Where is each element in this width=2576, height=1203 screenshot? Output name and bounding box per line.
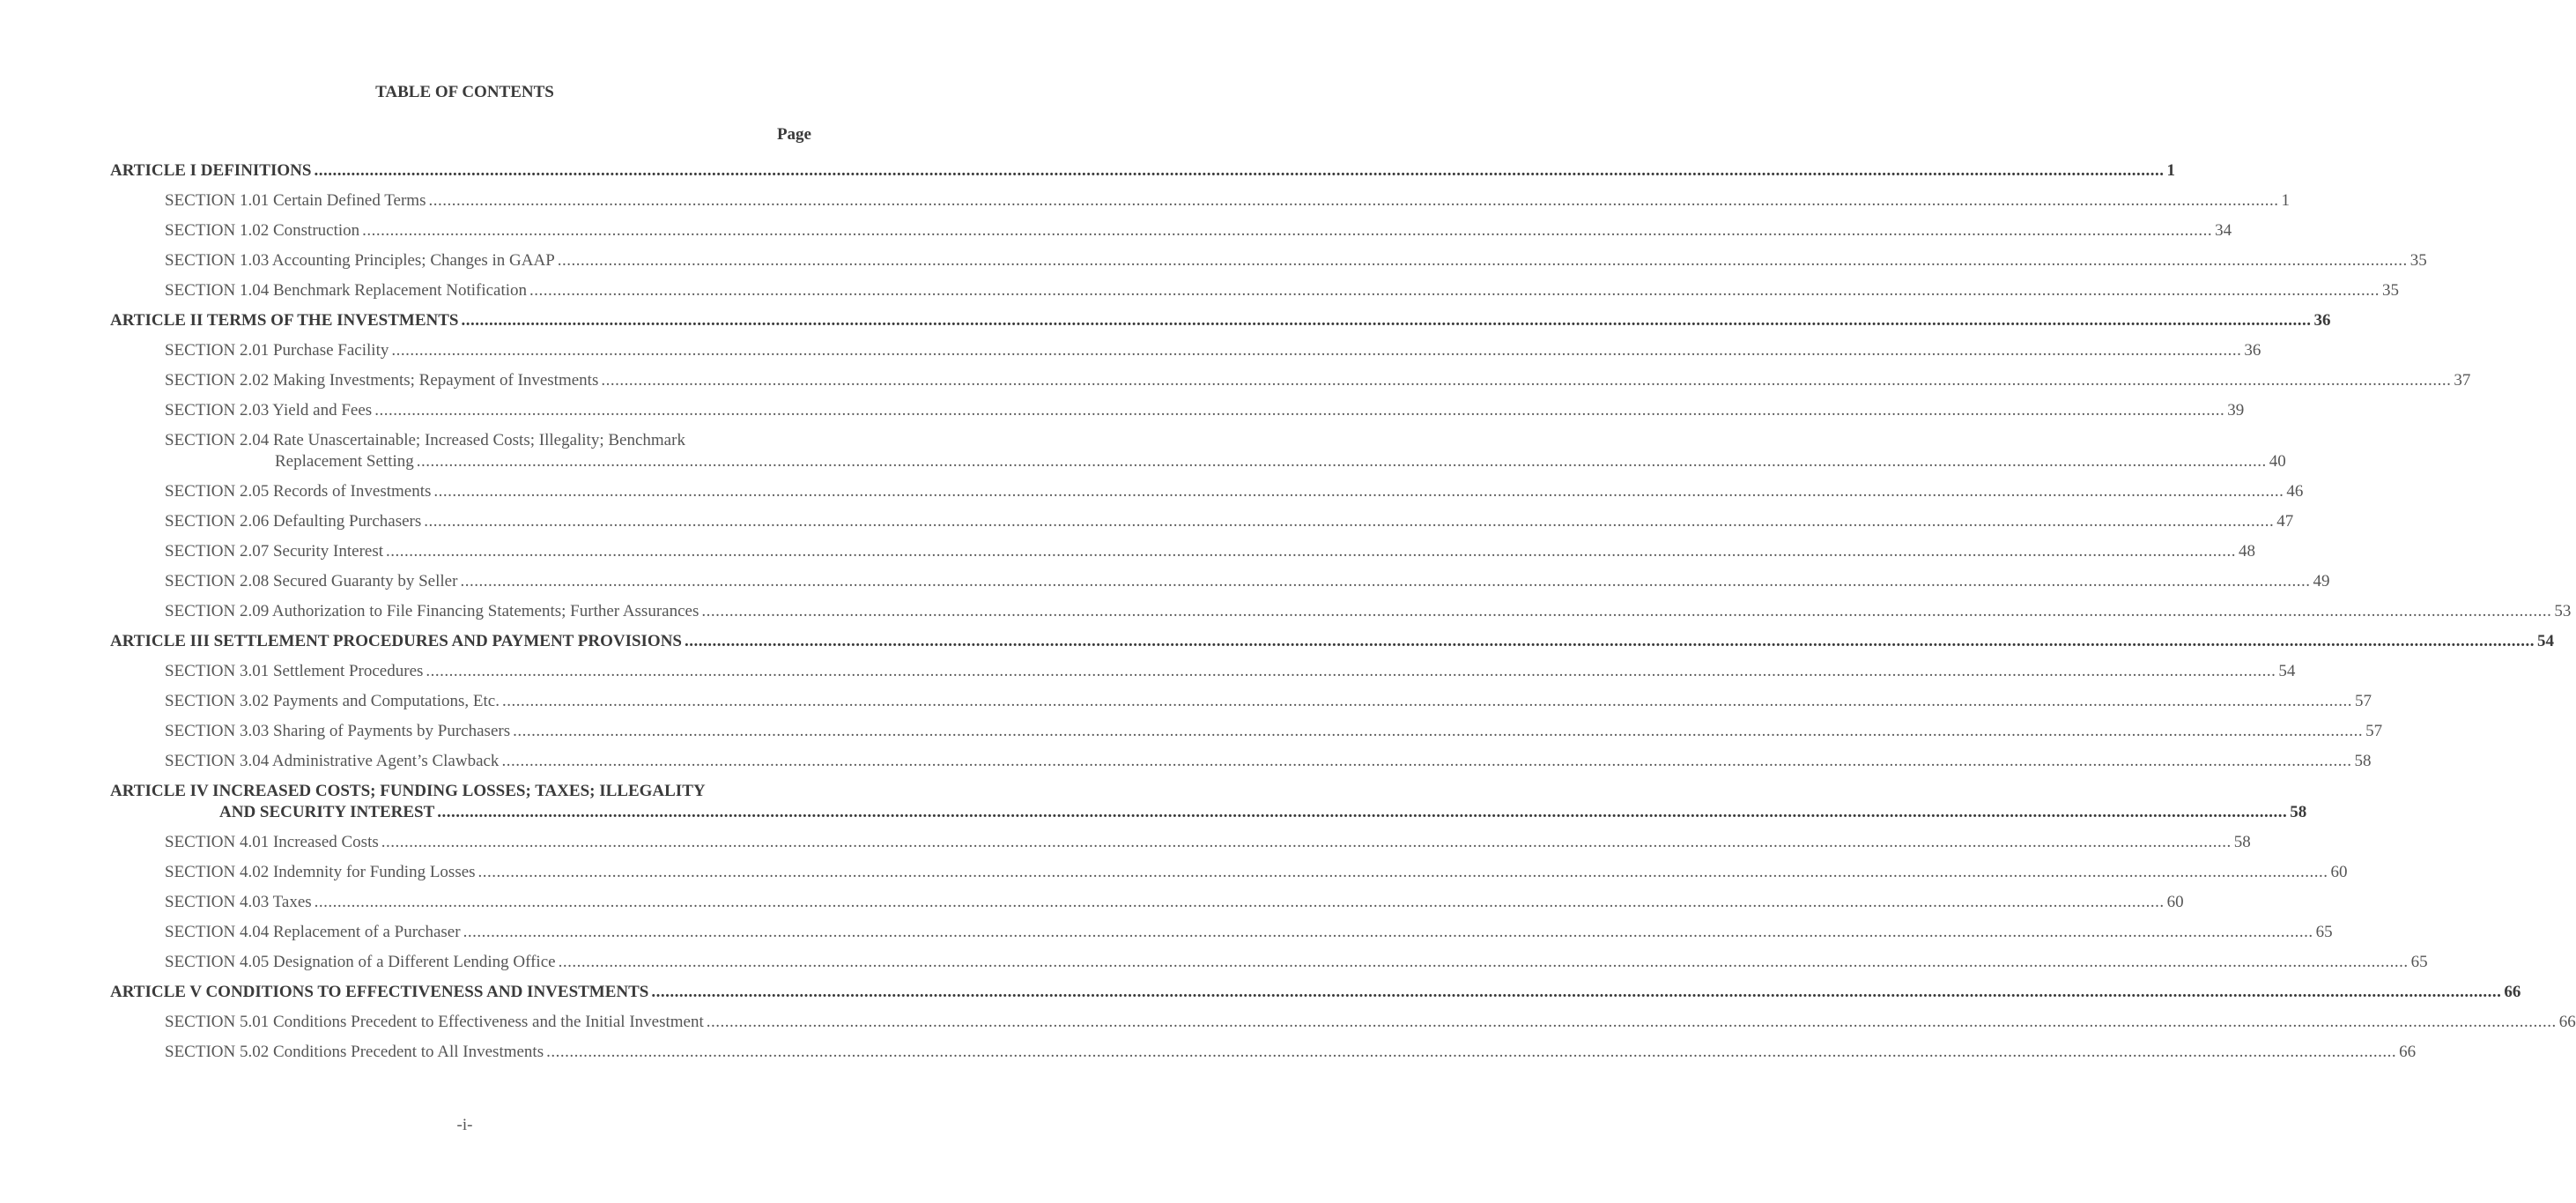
toc-page-number: 36 (2313, 311, 2331, 330)
toc-entry-title: SECTION 2.04 Rate Unascertainable; Increased Costs; Illegality; Benchmark (165, 431, 685, 449)
toc-page-number: 58 (2290, 803, 2307, 821)
dot-leader: ................................................................................................................................................................................................................................................................................................................................................................................................................ (461, 311, 2312, 330)
toc-page-number: 36 (2244, 341, 2261, 360)
toc-page-number: 58 (2233, 833, 2251, 851)
toc-entry-title: SECTION 2.01 Purchase Facility (165, 341, 389, 360)
toc-page-number: 35 (2409, 251, 2427, 270)
dot-leader: ................................................................................................................................................................................................................................................................................................................................................................................................................ (501, 752, 2352, 770)
toc-page-number: 57 (2354, 692, 2372, 710)
toc-entry-title: SECTION 2.02 Making Investments; Repayment of Investments (165, 371, 599, 390)
page-footer: -i- (456, 1116, 473, 1134)
toc-page-number: 60 (2330, 863, 2348, 881)
toc-entry-title: SECTION 2.08 Secured Guaranty by Seller (165, 572, 458, 590)
toc-entry-title: SECTION 3.03 Sharing of Payments by Purchasers (165, 722, 511, 740)
dot-leader: ................................................................................................................................................................................................................................................................................................................................................................................................................ (426, 662, 2276, 680)
page-column-header: Page (776, 125, 811, 144)
toc-entry-title: SECTION 3.01 Settlement Procedures (165, 662, 424, 680)
toc-page-number: 53 (2554, 602, 2572, 620)
toc-page-number: 48 (2239, 542, 2256, 561)
dot-leader: ................................................................................................................................................................................................................................................................................................................................................................................................................ (374, 401, 2225, 420)
toc-entry-title: SECTION 4.05 Designation of a Different Lending Office (165, 953, 556, 971)
toc-entry-title: SECTION 1.01 Certain Defined Terms (165, 191, 426, 210)
dot-leader: ................................................................................................................................................................................................................................................................................................................................................................................................................ (477, 863, 2328, 881)
toc-page-number: 49 (2313, 572, 2330, 590)
dot-leader: ................................................................................................................................................................................................................................................................................................................................................................................................................ (513, 722, 2364, 740)
toc-entry-title-continued: AND SECURITY INTEREST (219, 803, 435, 821)
toc-page-number: 54 (2278, 662, 2296, 680)
dot-leader: ................................................................................................................................................................................................................................................................................................................................................................................................................ (314, 893, 2165, 911)
toc-entry-title: SECTION 4.02 Indemnity for Funding Losses (165, 863, 476, 881)
toc-page-number: 66 (2399, 1043, 2417, 1061)
toc-page-number: 60 (2166, 893, 2184, 911)
dot-leader: ................................................................................................................................................................................................................................................................................................................................................................................................................ (685, 632, 2535, 650)
toc-entry-title: SECTION 4.03 Taxes (165, 893, 312, 911)
dot-leader: ................................................................................................................................................................................................................................................................................................................................................................................................................ (529, 281, 2380, 300)
toc-entry-title: SECTION 2.05 Records of Investments (165, 482, 432, 501)
dot-leader: ................................................................................................................................................................................................................................................................................................................................................................................................................ (433, 482, 2284, 501)
toc-entry-title-continued: Replacement Setting (275, 452, 414, 471)
toc-page-number: 65 (2410, 953, 2428, 971)
dot-leader: ................................................................................................................................................................................................................................................................................................................................................................................................................ (463, 923, 2313, 941)
toc-page-number: 1 (2166, 161, 2175, 180)
dot-leader: ................................................................................................................................................................................................................................................................................................................................................................................................................ (391, 341, 2242, 360)
toc-entry-title: SECTION 3.04 Administrative Agent’s Clawback (165, 752, 500, 770)
toc-page-number: 54 (2537, 632, 2554, 650)
toc-entry-title: ARTICLE IV INCREASED COSTS; FUNDING LOSSES; TAXES; ILLEGALITY (110, 782, 706, 800)
toc-entry-title: SECTION 1.04 Benchmark Replacement Notification (165, 281, 528, 300)
dot-leader: ................................................................................................................................................................................................................................................................................................................................................................................................................ (386, 542, 2237, 561)
toc-page-number: 58 (2354, 752, 2372, 770)
toc-page-number: 40 (2269, 452, 2286, 471)
toc-page-number: 57 (2365, 722, 2383, 740)
dot-leader: ................................................................................................................................................................................................................................................................................................................................................................................................................ (428, 191, 2279, 210)
toc-entry-title: ARTICLE I DEFINITIONS (110, 161, 312, 180)
toc-entry-title: SECTION 3.02 Payments and Computations, Etc. (165, 692, 500, 710)
toc-page-number: 1 (2281, 191, 2290, 210)
toc-entry-title: SECTION 5.02 Conditions Precedent to All Investments (165, 1043, 544, 1061)
toc-entry-title: SECTION 2.09 Authorization to File Financing Statements; Further Assurances (165, 602, 700, 620)
dot-leader: ................................................................................................................................................................................................................................................................................................................................................................................................................ (651, 983, 2502, 1001)
toc-entry-title: ARTICLE II TERMS OF THE INVESTMENTS (110, 311, 459, 330)
toc-page-number: 34 (2215, 221, 2232, 240)
toc-page-number: 65 (2315, 923, 2333, 941)
toc-page-number: 47 (2276, 512, 2294, 531)
dot-leader: ................................................................................................................................................................................................................................................................................................................................................................................................................ (362, 221, 2213, 240)
toc-page-number: 66 (2504, 983, 2521, 1001)
dot-leader: ................................................................................................................................................................................................................................................................................................................................................................................................................ (460, 572, 2311, 590)
dot-leader: ................................................................................................................................................................................................................................................................................................................................................................................................................ (701, 602, 2552, 620)
dot-leader: ................................................................................................................................................................................................................................................................................................................................................................................................................ (706, 1013, 2557, 1031)
toc-entry-title: SECTION 1.03 Accounting Principles; Changes in GAAP (165, 251, 555, 270)
toc-entry-title: SECTION 2.03 Yield and Fees (165, 401, 373, 420)
toc-entry-title: SECTION 5.01 Conditions Precedent to Effectiveness and the Initial Investment (165, 1013, 704, 1031)
toc-entry-title: SECTION 4.04 Replacement of a Purchaser (165, 923, 461, 941)
toc-page-number: 66 (2558, 1013, 2576, 1031)
dot-leader: ................................................................................................................................................................................................................................................................................................................................................................................................................ (557, 251, 2408, 270)
dot-leader: ................................................................................................................................................................................................................................................................................................................................................................................................................ (314, 161, 2165, 180)
toc-entry-title: SECTION 1.02 Construction (165, 221, 360, 240)
toc-page-number: 35 (2382, 281, 2400, 300)
dot-leader: ................................................................................................................................................................................................................................................................................................................................................................................................................ (601, 371, 2452, 390)
toc-entry-title: ARTICLE III SETTLEMENT PROCEDURES AND PAYMENT PROVISIONS (110, 632, 682, 650)
dot-leader: ................................................................................................................................................................................................................................................................................................................................................................................................................ (558, 953, 2409, 971)
dot-leader: ................................................................................................................................................................................................................................................................................................................................................................................................................ (416, 452, 2267, 471)
dot-leader: ................................................................................................................................................................................................................................................................................................................................................................................................................ (501, 692, 2352, 710)
dot-leader: ................................................................................................................................................................................................................................................................................................................................................................................................................ (424, 512, 2275, 531)
toc-page-number: 39 (2227, 401, 2245, 420)
toc-entry-title: SECTION 2.06 Defaulting Purchasers (165, 512, 422, 531)
toc-entry-title: SECTION 4.01 Increased Costs (165, 833, 379, 851)
dot-leader: ................................................................................................................................................................................................................................................................................................................................................................................................................ (381, 833, 2232, 851)
toc-page-number: 46 (2286, 482, 2304, 501)
toc-title: TABLE OF CONTENTS (375, 83, 554, 101)
toc-entry-title: SECTION 2.07 Security Interest (165, 542, 384, 561)
toc-entry-title: ARTICLE V CONDITIONS TO EFFECTIVENESS AND INVESTMENTS (110, 983, 649, 1001)
toc-page-number: 37 (2454, 371, 2471, 390)
dot-leader: ................................................................................................................................................................................................................................................................................................................................................................................................................ (437, 803, 2288, 821)
dot-leader: ................................................................................................................................................................................................................................................................................................................................................................................................................ (546, 1043, 2397, 1061)
